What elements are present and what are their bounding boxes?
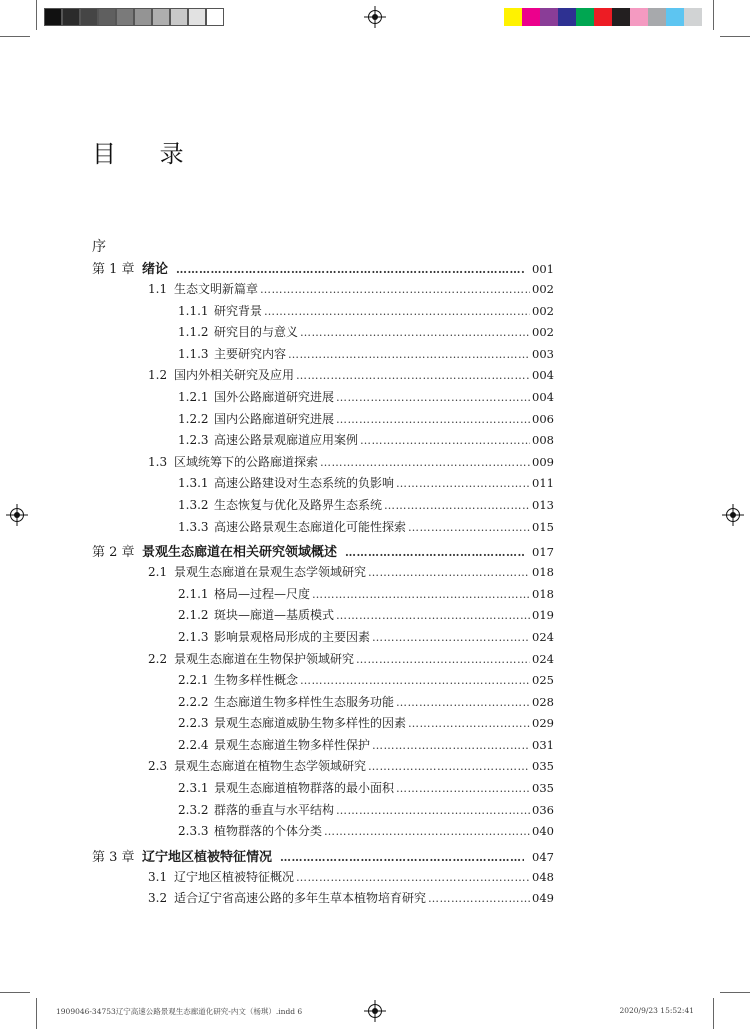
toc-dot-leader [264,305,530,318]
toc-entry-title: 区域统筹下的公路廊道探索 [174,454,319,469]
toc-entry-page: 019 [532,608,554,623]
toc-entry-title: 国内公路廊道研究进展 [214,411,335,426]
color-swatch [648,8,666,26]
toc-subsection-entry[interactable] [92,736,554,758]
toc-entry-number: 1.1.2 [178,325,209,340]
toc-entry-number: 2.2 [148,651,168,666]
toc-entry-title: 景观生态廊道在相关研究领域概述 [142,545,338,561]
footer-file-info: 1909046-34753辽宁高速公路景观生态廊道化研究-内文（杨琪）.indd 6 [56,1007,303,1016]
toc-entry-title: 影响景观格局形成的主要因素 [214,629,371,644]
toc-subsection-entry[interactable] [92,323,554,345]
color-swatch [666,8,684,26]
toc-entry-title: 适合辽宁省高速公路的多年生草本植物培育研究 [174,891,427,906]
toc-entry-page: 002 [532,282,554,296]
color-swatch [612,8,630,26]
toc-entry-page: 008 [532,433,554,448]
toc-entry-title: 群落的垂直与水平结构 [214,802,335,817]
gray-swatch [44,8,62,26]
gray-swatch [98,8,116,26]
toc-entry-page: 035 [532,781,554,796]
crop-mark [720,992,750,993]
toc-entry-page: 035 [532,759,554,774]
toc-entry-number: 1.3.2 [178,497,209,512]
toc-entry-title: 景观生态廊道植物群落的最小面积 [214,781,395,796]
color-swatch [504,8,522,26]
toc-entry-number: 1.1 [148,282,168,296]
toc-entry-page: 024 [532,629,554,644]
color-swatch [540,8,558,26]
crop-mark [36,998,37,1029]
toc-subsection-entry[interactable] [92,801,554,823]
toc-entry-title: 高速公路建设对生态系统的负影响 [214,476,395,491]
toc-entry-page: 047 [532,849,554,864]
toc-section-entry[interactable] [92,889,554,911]
toc-subsection-entry[interactable] [92,345,554,367]
toc-dot-leader [300,674,530,687]
toc-subsection-entry[interactable] [92,518,554,540]
toc-dot-leader [336,391,530,404]
toc-entry-page: 024 [532,651,554,666]
toc-dot-leader [428,892,530,905]
toc-entry-title: 景观生态廊道威胁生物多样性的因素 [214,716,407,731]
toc-subsection-entry[interactable] [92,585,554,607]
crop-mark [0,992,30,993]
toc-subsection-entry[interactable] [92,302,554,324]
toc-dot-leader [408,717,530,730]
toc-entry-number: 2.1 [148,565,168,580]
toc-entry-title: 研究背景 [214,303,263,318]
toc-entry-title: 高速公路景观生态廊道化可能性探索 [214,519,407,534]
toc-section-entry[interactable] [92,757,554,779]
toc-entry-title: 辽宁地区植被特征情况 [142,849,273,865]
color-swatch [630,8,648,26]
registration-mark-bottom [368,1004,382,1018]
footer-timestamp: 2020/9/23 15:52:41 [619,1006,694,1015]
toc-entry-number: 2.2.4 [178,737,209,752]
toc-subsection-entry[interactable] [92,628,554,650]
toc-dot-leader [396,477,530,490]
toc-entry-number: 1.3.1 [178,476,209,491]
color-swatch [576,8,594,26]
toc-subsection-entry[interactable] [92,496,554,518]
color-swatch [594,8,612,26]
toc-dot-leader [345,546,524,559]
toc-entry-title: 高速公路景观廊道应用案例 [214,433,359,448]
toc-entry-page: 018 [532,565,554,580]
toc-entry-title: 绪论 [142,262,169,277]
toc-dot-leader [408,521,530,534]
gray-calibration-bar [44,8,224,26]
toc-dot-leader [336,413,530,426]
toc-entry-number: 2.2.1 [178,673,209,688]
toc-subsection-entry[interactable] [92,410,554,432]
toc-entry-number: 2.2.2 [178,694,209,709]
toc-entry-title: 国内外相关研究及应用 [174,368,295,383]
toc-entry-page: 009 [532,454,554,469]
toc-entry-title: 国外公路廊道研究进展 [214,389,335,404]
crop-mark [713,0,714,30]
toc-subsection-entry[interactable] [92,779,554,801]
toc-subsection-entry[interactable] [92,822,554,844]
toc-entry-number: 1.2.3 [178,433,209,448]
gray-swatch [206,8,224,26]
toc-dot-leader [320,456,530,469]
toc-dot-leader [288,348,530,361]
toc-entry-title: 生态恢复与优化及路界生态系统 [214,497,383,512]
toc-entry-title: 景观生态廊道在景观生态学领域研究 [174,565,367,580]
toc-entry-title: 辽宁地区植被特征概况 [174,869,295,884]
toc-entry-number: 3.2 [148,891,168,906]
toc-entry-number: 1.2.2 [178,411,209,426]
toc-section-entry[interactable] [92,868,554,890]
toc-dot-leader [356,653,530,666]
toc-section-entry[interactable] [92,453,554,475]
toc-entry-number: 1.2 [148,368,168,383]
toc-entry-page: 003 [532,346,554,361]
toc-dot-leader [336,609,530,622]
toc-entry-page: 004 [532,368,554,383]
toc-entry-number: 2.3.1 [178,781,209,796]
toc-subsection-entry[interactable] [92,388,554,410]
toc-entry-title: 植物群落的个体分类 [214,824,323,839]
toc-dot-leader [384,499,530,512]
toc-entry-number: 2.3 [148,759,168,774]
gray-swatch [116,8,134,26]
gray-swatch [134,8,152,26]
crop-mark [0,36,30,37]
toc-dot-leader [336,804,530,817]
gray-swatch [80,8,98,26]
toc-entry-number: 2.3.2 [178,802,209,817]
toc-entry-title: 生物多样性概念 [214,673,299,688]
toc-section-entry[interactable] [92,366,554,388]
gray-swatch [188,8,206,26]
toc-entry-page: 015 [532,519,554,534]
toc-entry-title: 生态文明新篇章 [174,282,259,296]
toc-dot-leader [396,696,530,709]
toc-preface: 序 [92,239,106,255]
toc-dot-leader [300,326,530,339]
gray-swatch [62,8,80,26]
toc-chapter-entry[interactable] [92,541,554,563]
toc-entry-title: 景观生态廊道在植物生态学领域研究 [174,759,367,774]
toc-entry-number: 2.1.3 [178,629,209,644]
toc-entry-number: 2.1.1 [178,586,209,601]
color-calibration-bar [504,8,702,26]
toc-section-entry[interactable] [92,650,554,672]
toc-entry-title: 主要研究内容 [214,346,287,361]
toc-entry-page: 040 [532,824,554,839]
table-of-contents [92,256,554,911]
toc-entry-number: 2.1.2 [178,608,209,623]
toc-entry-page: 028 [532,694,554,709]
toc-dot-leader [368,566,530,579]
crop-mark [36,0,37,30]
toc-entry-number: 1.2.1 [178,389,209,404]
toc-entry-page: 049 [532,891,554,906]
toc-entry-page: 001 [532,262,554,276]
toc-subsection-entry[interactable] [92,431,554,453]
toc-chapter-entry[interactable] [92,258,554,280]
gray-swatch [152,8,170,26]
toc-dot-leader [324,825,530,838]
toc-entry-number: 2.3.3 [178,824,209,839]
toc-dot-leader [372,739,530,752]
toc-entry-number: 1.3.3 [178,519,209,534]
toc-subsection-entry[interactable] [92,693,554,715]
toc-entry-title: 格局—过程—尺度 [214,586,311,601]
registration-mark-right [726,508,740,522]
toc-entry-number: 3.1 [148,869,168,884]
toc-entry-number: 第 1 章 [92,262,135,277]
toc-entry-page: 011 [532,476,554,491]
gray-swatch [170,8,188,26]
toc-entry-page: 017 [532,545,554,560]
toc-dot-leader [296,871,530,884]
toc-entry-number: 第 3 章 [92,849,135,865]
color-swatch [558,8,576,26]
toc-entry-title: 景观生态廊道在生物保护领域研究 [174,651,355,666]
crop-mark [713,998,714,1029]
toc-entry-number: 2.2.3 [178,716,209,731]
toc-entry-page: 018 [532,586,554,601]
toc-dot-leader [260,283,530,296]
toc-entry-page: 031 [532,737,554,752]
toc-subsection-entry[interactable] [92,606,554,628]
toc-entry-page: 025 [532,673,554,688]
toc-dot-leader [296,369,530,382]
toc-section-entry[interactable] [92,280,554,302]
toc-section-entry[interactable] [92,563,554,585]
toc-entry-title: 斑块—廊道—基质模式 [214,608,335,623]
toc-entry-title: 研究目的与意义 [214,325,299,340]
toc-subsection-entry[interactable] [92,671,554,693]
toc-entry-page: 029 [532,716,554,731]
toc-subsection-entry[interactable] [92,474,554,496]
toc-entry-title: 生态廊道生物多样性生态服务功能 [214,694,395,709]
toc-entry-page: 013 [532,497,554,512]
toc-entry-page: 036 [532,802,554,817]
toc-entry-page: 004 [532,389,554,404]
toc-entry-number: 第 2 章 [92,545,135,561]
toc-subsection-entry[interactable] [92,714,554,736]
toc-dot-leader [372,631,530,644]
crop-mark [720,36,750,37]
toc-dot-leader [280,851,524,864]
toc-entry-number: 1.1.3 [178,346,209,361]
toc-entry-number: 1.3 [148,454,168,469]
color-swatch [684,8,702,26]
toc-dot-leader [396,782,530,795]
toc-entry-page: 048 [532,869,554,884]
toc-dot-leader [176,263,524,276]
registration-mark-left [10,508,24,522]
toc-entry-page: 006 [532,411,554,426]
toc-entry-page: 002 [532,325,554,340]
color-swatch [522,8,540,26]
toc-entry-number: 1.1.1 [178,303,209,318]
toc-chapter-entry[interactable] [92,846,554,868]
toc-entry-page: 002 [532,303,554,318]
toc-dot-leader [312,588,530,601]
toc-entry-title: 景观生态廊道生物多样性保护 [214,737,371,752]
registration-mark-top [368,10,382,24]
page-title: 目 录 [92,140,202,168]
toc-dot-leader [368,760,530,773]
toc-dot-leader [360,434,530,447]
